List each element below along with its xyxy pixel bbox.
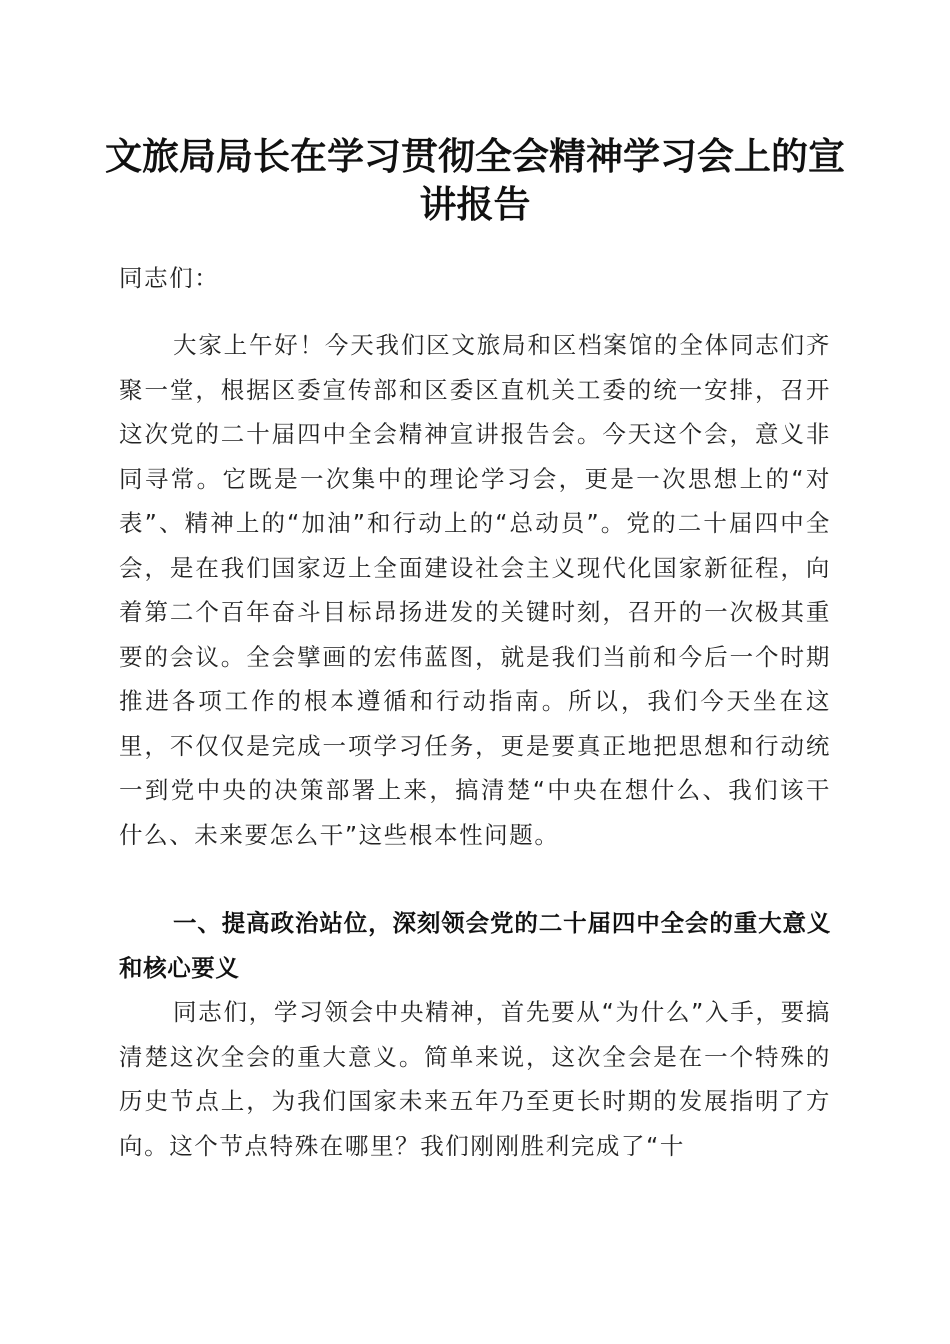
document-title: 文旅局局长在学习贯彻全会精神学习会上的宣讲报告 bbox=[105, 134, 845, 226]
body-paragraph-1: 大家上午好！今天我们区文旅局和区档案馆的全体同志们齐聚一堂，根据区委宣传部和区委区直机关工委的统一安排，召开这次党的二十届四中全会精神宣讲报告会。今天这个会，意义非同寻常。它既是一次集中的理论学习会，更是一次思想上的“对表”、精神上的“加油”和行动上的“总动员”。党的二十届四中全会，是在我们国家迈上全面建设社会主义现代化国家新征程，向着第二个百年奋斗目标昂扬进发的关键时刻，召开的一次极其重要的会议。全会擘画的宏伟蓝图，就是我们当前和今后一个时期推进各项工作的根本遵循和行动指南。所以，我们今天坐在这里，不仅仅是完成一项学习任务，更是要真正地把思想和行动统一到党中央的决策部署上来，搞清楚“中央在想什么、我们该干什么、未来要怎么干”这些根本性问题。 bbox=[119, 331, 831, 849]
body-paragraph-2: 同志们，学习领会中央精神，首先要从“为什么”入手，要搞清楚这次全会的重大意义。简单来说，这次全会是在一个特殊的历史节点上，为我们国家未来五年乃至更长时期的发展指明了方向。这个节点特殊在哪里？我们刚刚胜利完成了“十 bbox=[119, 998, 831, 1160]
section-heading-1: 一、提高政治站位，深刻领会党的二十届四中全会的重大意义和核心要义 bbox=[119, 909, 831, 982]
salutation: 同志们： bbox=[119, 264, 220, 292]
